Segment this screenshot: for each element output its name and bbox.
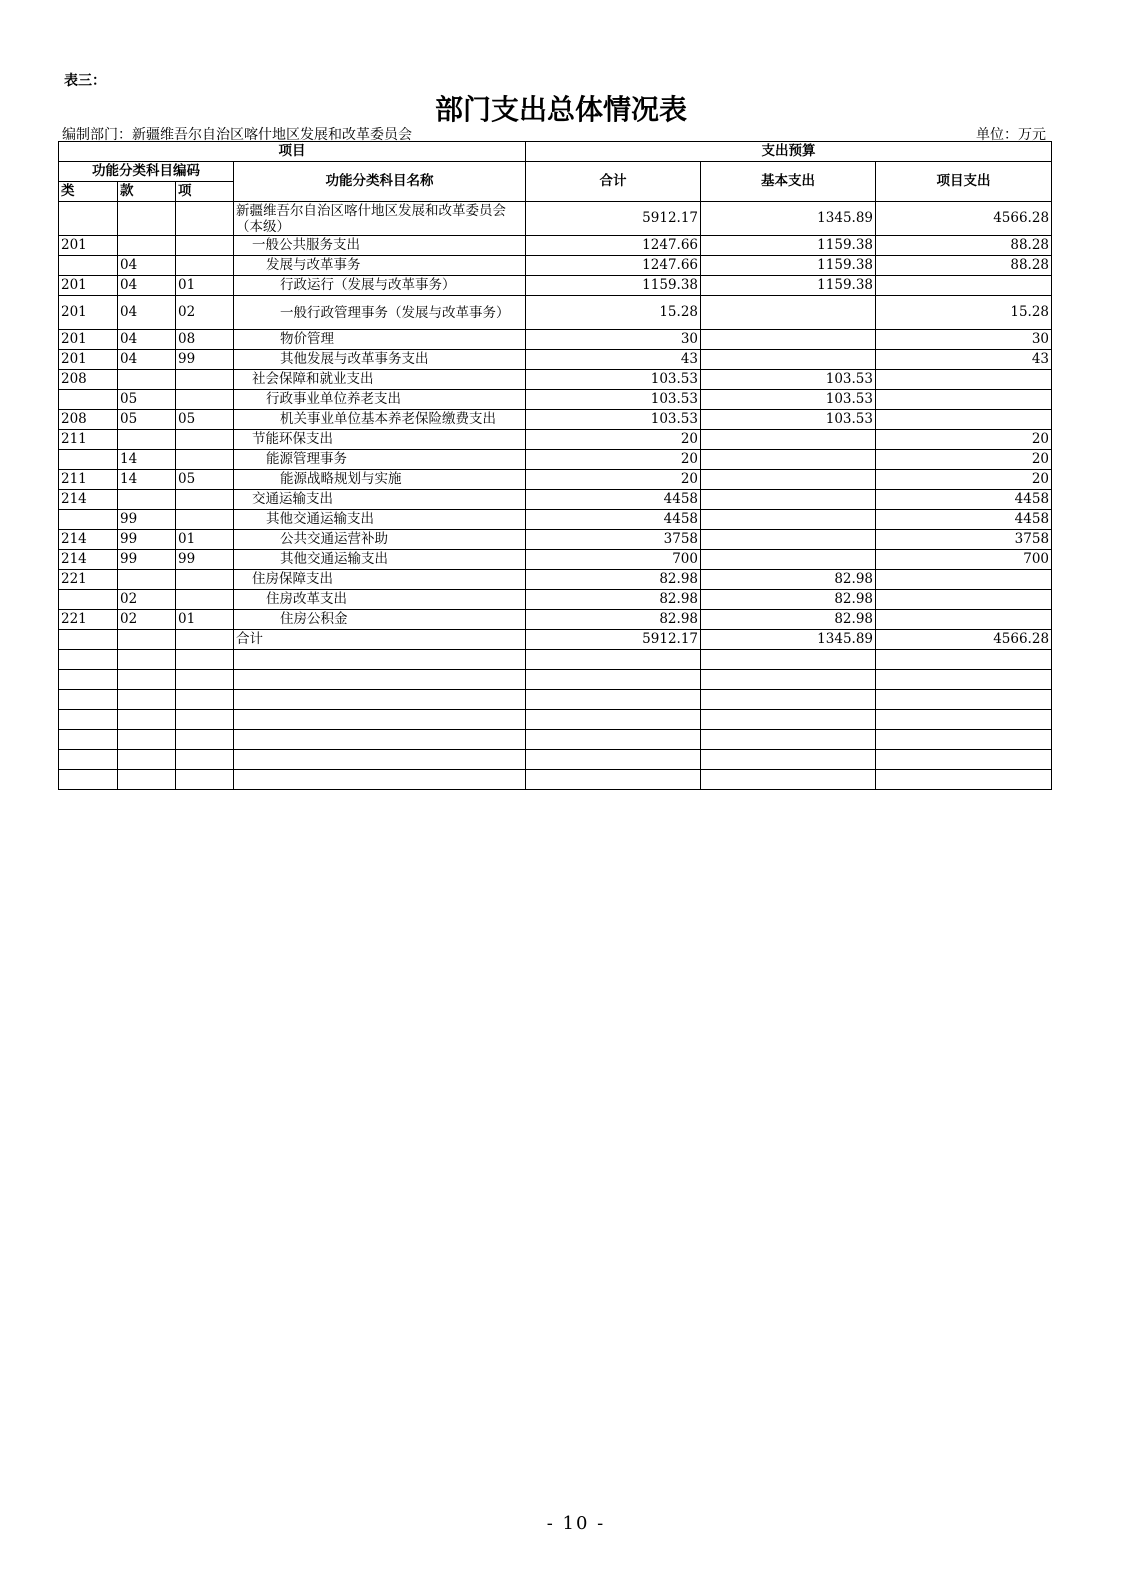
table-row: [59, 410, 1052, 430]
code-xiang-cell: 01: [176, 276, 234, 296]
basic-cell: 1159.38: [701, 236, 876, 256]
basic-cell: 82.98: [701, 570, 876, 590]
code-lei-cell: 214: [59, 530, 118, 550]
unit-label: 单位：万元: [976, 127, 1046, 143]
project-cell: [876, 276, 1052, 296]
empty-cell: [234, 770, 526, 790]
basic-cell: 103.53: [701, 410, 876, 430]
empty-cell: [118, 730, 176, 750]
total-cell: 4458: [526, 490, 701, 510]
empty-cell: [526, 690, 701, 710]
code-xiang-cell: [176, 510, 234, 530]
header-item: 项目: [59, 142, 526, 162]
code-kuan-cell: 99: [118, 550, 176, 570]
code-xiang-cell: [176, 202, 234, 236]
item-name-cell: 其他交通运输支出: [234, 550, 526, 570]
total-cell: 1159.38: [526, 276, 701, 296]
empty-cell: [59, 690, 118, 710]
project-cell: 15.28: [876, 296, 1052, 330]
basic-cell: 82.98: [701, 590, 876, 610]
code-kuan-cell: 05: [118, 390, 176, 410]
code-lei-cell: 201: [59, 276, 118, 296]
code-xiang-cell: 99: [176, 350, 234, 370]
empty-cell: [526, 750, 701, 770]
table-body: [59, 202, 1052, 790]
project-cell: 4566.28: [876, 630, 1052, 650]
basic-cell: [701, 490, 876, 510]
item-name-cell: 行政运行（发展与改革事务）: [234, 276, 526, 296]
table-row: [59, 510, 1052, 530]
empty-cell: [176, 750, 234, 770]
empty-cell: [701, 770, 876, 790]
code-lei-cell: 201: [59, 296, 118, 330]
item-name-cell: 物价管理: [234, 330, 526, 350]
project-cell: 20: [876, 430, 1052, 450]
item-name-cell: 住房改革支出: [234, 590, 526, 610]
basic-cell: [701, 296, 876, 330]
item-name-cell: 一般公共服务支出: [234, 236, 526, 256]
code-xiang-cell: 02: [176, 296, 234, 330]
table-row: [59, 256, 1052, 276]
empty-cell: [701, 710, 876, 730]
code-xiang-cell: [176, 450, 234, 470]
project-cell: 4458: [876, 490, 1052, 510]
project-cell: [876, 570, 1052, 590]
empty-cell: [176, 690, 234, 710]
item-name-cell: 住房公积金: [234, 610, 526, 630]
code-kuan-cell: [118, 630, 176, 650]
basic-cell: 1345.89: [701, 630, 876, 650]
code-xiang-cell: 99: [176, 550, 234, 570]
header-name: 功能分类科目名称: [234, 162, 526, 202]
empty-cell: [59, 670, 118, 690]
code-kuan-cell: 05: [118, 410, 176, 430]
total-cell: 1247.66: [526, 236, 701, 256]
code-kuan-cell: [118, 370, 176, 390]
empty-cell: [118, 670, 176, 690]
table-row: [59, 530, 1052, 550]
empty-cell: [701, 650, 876, 670]
empty-cell: [234, 710, 526, 730]
code-lei-cell: 211: [59, 430, 118, 450]
total-cell: 20: [526, 450, 701, 470]
total-cell: 1247.66: [526, 256, 701, 276]
project-cell: 700: [876, 550, 1052, 570]
basic-cell: 1159.38: [701, 276, 876, 296]
empty-cell: [59, 650, 118, 670]
header-kuan: 款: [118, 182, 176, 202]
project-cell: 30: [876, 330, 1052, 350]
total-cell: 103.53: [526, 370, 701, 390]
basic-cell: 1345.89: [701, 202, 876, 236]
table-row: [59, 370, 1052, 390]
project-cell: [876, 590, 1052, 610]
basic-cell: [701, 470, 876, 490]
empty-cell: [526, 710, 701, 730]
header-xiang: 项: [176, 182, 234, 202]
total-cell: 3758: [526, 530, 701, 550]
table-row: [59, 202, 1052, 236]
basic-cell: 103.53: [701, 390, 876, 410]
code-xiang-cell: [176, 256, 234, 276]
code-kuan-cell: 04: [118, 330, 176, 350]
basic-cell: [701, 510, 876, 530]
empty-cell: [59, 770, 118, 790]
empty-cell: [234, 730, 526, 750]
empty-cell: [526, 770, 701, 790]
basic-cell: [701, 450, 876, 470]
empty-cell: [176, 670, 234, 690]
code-kuan-cell: 04: [118, 350, 176, 370]
code-xiang-cell: 01: [176, 530, 234, 550]
total-cell: 20: [526, 470, 701, 490]
empty-cell: [526, 650, 701, 670]
code-xiang-cell: [176, 430, 234, 450]
item-name-cell: 交通运输支出: [234, 490, 526, 510]
code-lei-cell: [59, 630, 118, 650]
item-name-cell: 一般行政管理事务（发展与改革事务）: [234, 296, 526, 330]
expenditure-table: [58, 141, 1052, 790]
code-xiang-cell: [176, 236, 234, 256]
basic-cell: [701, 530, 876, 550]
item-name-cell: 住房保障支出: [234, 570, 526, 590]
code-kuan-cell: [118, 202, 176, 236]
total-cell: 82.98: [526, 570, 701, 590]
code-lei-cell: 214: [59, 490, 118, 510]
code-kuan-cell: 99: [118, 530, 176, 550]
item-name-cell: 合计: [234, 630, 526, 650]
empty-cell: [876, 670, 1052, 690]
table-row: [59, 330, 1052, 350]
empty-cell: [876, 730, 1052, 750]
table-row: [59, 570, 1052, 590]
empty-cell: [876, 770, 1052, 790]
code-lei-cell: 208: [59, 370, 118, 390]
total-cell: 82.98: [526, 590, 701, 610]
code-kuan-cell: 14: [118, 470, 176, 490]
empty-row: [59, 710, 1052, 730]
total-cell: 15.28: [526, 296, 701, 330]
item-name-cell: 机关事业单位基本养老保险缴费支出: [234, 410, 526, 430]
total-cell: 5912.17: [526, 630, 701, 650]
item-name-cell: 节能环保支出: [234, 430, 526, 450]
item-name-cell: 能源战略规划与实施: [234, 470, 526, 490]
code-xiang-cell: 01: [176, 610, 234, 630]
basic-cell: [701, 550, 876, 570]
item-name-cell: 能源管理事务: [234, 450, 526, 470]
project-cell: 3758: [876, 530, 1052, 550]
table-row: [59, 430, 1052, 450]
code-lei-cell: [59, 450, 118, 470]
empty-cell: [234, 650, 526, 670]
code-lei-cell: [59, 590, 118, 610]
code-lei-cell: [59, 202, 118, 236]
empty-cell: [234, 690, 526, 710]
empty-row: [59, 750, 1052, 770]
basic-cell: [701, 350, 876, 370]
item-name-cell: 行政事业单位养老支出: [234, 390, 526, 410]
code-lei-cell: 221: [59, 570, 118, 590]
table-row: [59, 470, 1052, 490]
header-budget: 支出预算: [526, 142, 1052, 162]
table-row: [59, 550, 1052, 570]
code-lei-cell: [59, 510, 118, 530]
item-name-cell: 其他发展与改革事务支出: [234, 350, 526, 370]
table-row: [59, 350, 1052, 370]
project-cell: 4566.28: [876, 202, 1052, 236]
table-row: [59, 450, 1052, 470]
code-xiang-cell: [176, 630, 234, 650]
empty-cell: [234, 670, 526, 690]
code-kuan-cell: 04: [118, 276, 176, 296]
code-kuan-cell: 04: [118, 256, 176, 276]
code-lei-cell: 208: [59, 410, 118, 430]
total-cell: 103.53: [526, 390, 701, 410]
project-cell: 88.28: [876, 256, 1052, 276]
empty-cell: [701, 730, 876, 750]
page-number: - 10 -: [546, 1513, 606, 1534]
header-lei: 类: [59, 182, 118, 202]
header-code: 功能分类科目编码: [59, 162, 234, 182]
code-xiang-cell: 05: [176, 470, 234, 490]
total-cell: 4458: [526, 510, 701, 530]
project-cell: [876, 370, 1052, 390]
item-name-cell: 发展与改革事务: [234, 256, 526, 276]
code-xiang-cell: [176, 490, 234, 510]
table-row: [59, 490, 1052, 510]
header-basic: 基本支出: [701, 162, 876, 202]
empty-row: [59, 650, 1052, 670]
empty-cell: [176, 770, 234, 790]
code-xiang-cell: [176, 390, 234, 410]
empty-cell: [59, 750, 118, 770]
header-total: 合计: [526, 162, 701, 202]
project-cell: 88.28: [876, 236, 1052, 256]
empty-cell: [876, 710, 1052, 730]
table-row: [59, 610, 1052, 630]
table-row: [59, 236, 1052, 256]
code-lei-cell: 211: [59, 470, 118, 490]
empty-row: [59, 730, 1052, 750]
empty-row: [59, 670, 1052, 690]
code-kuan-cell: 02: [118, 610, 176, 630]
code-xiang-cell: 08: [176, 330, 234, 350]
code-xiang-cell: [176, 590, 234, 610]
empty-cell: [526, 670, 701, 690]
code-kuan-cell: [118, 570, 176, 590]
basic-cell: 103.53: [701, 370, 876, 390]
total-cell: 82.98: [526, 610, 701, 630]
header-project: 项目支出: [876, 162, 1052, 202]
code-lei-cell: 221: [59, 610, 118, 630]
project-cell: [876, 610, 1052, 630]
empty-cell: [876, 750, 1052, 770]
total-cell: 700: [526, 550, 701, 570]
project-cell: [876, 390, 1052, 410]
project-cell: [876, 410, 1052, 430]
total-cell: 30: [526, 330, 701, 350]
code-lei-cell: 201: [59, 330, 118, 350]
code-lei-cell: 201: [59, 350, 118, 370]
code-lei-cell: 201: [59, 236, 118, 256]
empty-cell: [176, 730, 234, 750]
page-title: 部门支出总体情况表: [434, 93, 687, 126]
basic-cell: 1159.38: [701, 256, 876, 276]
code-kuan-cell: 04: [118, 296, 176, 330]
basic-cell: [701, 430, 876, 450]
empty-cell: [701, 750, 876, 770]
code-xiang-cell: [176, 570, 234, 590]
code-kuan-cell: 02: [118, 590, 176, 610]
empty-cell: [701, 670, 876, 690]
total-cell: 20: [526, 430, 701, 450]
empty-cell: [118, 650, 176, 670]
total-cell: 5912.17: [526, 202, 701, 236]
project-cell: 20: [876, 450, 1052, 470]
table-row: [59, 590, 1052, 610]
code-xiang-cell: [176, 370, 234, 390]
empty-cell: [876, 690, 1052, 710]
empty-cell: [118, 770, 176, 790]
empty-row: [59, 770, 1052, 790]
code-lei-cell: [59, 256, 118, 276]
empty-cell: [876, 650, 1052, 670]
empty-cell: [176, 710, 234, 730]
empty-cell: [176, 650, 234, 670]
table-row: [59, 390, 1052, 410]
code-kuan-cell: [118, 236, 176, 256]
empty-cell: [526, 730, 701, 750]
empty-cell: [118, 750, 176, 770]
code-lei-cell: [59, 390, 118, 410]
empty-cell: [59, 710, 118, 730]
item-name-cell: 其他交通运输支出: [234, 510, 526, 530]
project-cell: 43: [876, 350, 1052, 370]
empty-cell: [59, 730, 118, 750]
department-label: 编制部门：新疆维吾尔自治区喀什地区发展和改革委员会: [62, 127, 412, 143]
code-kuan-cell: 99: [118, 510, 176, 530]
item-name-cell: 社会保障和就业支出: [234, 370, 526, 390]
empty-cell: [118, 710, 176, 730]
empty-cell: [701, 690, 876, 710]
code-kuan-cell: [118, 490, 176, 510]
item-name-cell: 新疆维吾尔自治区喀什地区发展和改革委员会（本级）: [234, 202, 526, 236]
basic-cell: [701, 330, 876, 350]
table-row: [59, 296, 1052, 330]
empty-cell: [234, 750, 526, 770]
project-cell: 20: [876, 470, 1052, 490]
empty-cell: [118, 690, 176, 710]
table-row: [59, 630, 1052, 650]
code-xiang-cell: 05: [176, 410, 234, 430]
project-cell: 4458: [876, 510, 1052, 530]
total-cell: 103.53: [526, 410, 701, 430]
code-kuan-cell: [118, 430, 176, 450]
item-name-cell: 公共交通运营补助: [234, 530, 526, 550]
code-lei-cell: 214: [59, 550, 118, 570]
table-label: 表三：: [64, 73, 106, 89]
basic-cell: 82.98: [701, 610, 876, 630]
empty-row: [59, 690, 1052, 710]
total-cell: 43: [526, 350, 701, 370]
table-row: [59, 276, 1052, 296]
code-kuan-cell: 14: [118, 450, 176, 470]
